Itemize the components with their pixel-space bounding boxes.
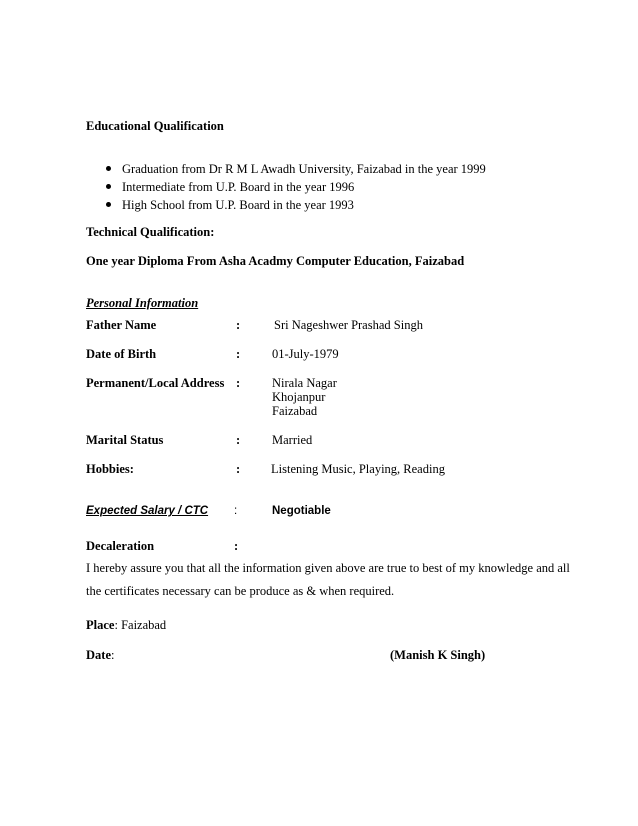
address-label: Permanent/Local Address bbox=[86, 376, 225, 390]
date-value: : bbox=[111, 648, 115, 662]
declaration-heading: Decaleration bbox=[86, 539, 155, 553]
list-item: Intermediate from U.P. Board in the year 1996 bbox=[88, 178, 486, 196]
declaration-text: I hereby assure you that all the information given above are true to best of my knowledge and all the certificates necessary can be produce as & when required. bbox=[86, 561, 570, 598]
list-item: High School from U.P. Board in the year 1993 bbox=[88, 196, 486, 214]
signature: (Manish K Singh) bbox=[390, 648, 486, 662]
separator: : bbox=[236, 462, 241, 476]
separator: : bbox=[236, 433, 241, 447]
education-heading: Educational Qualification bbox=[86, 119, 224, 133]
list-item: Graduation from Dr R M L Awadh University, Faizabad in the year 1999 bbox=[88, 160, 486, 178]
education-list bbox=[88, 160, 486, 214]
separator: : bbox=[234, 505, 238, 517]
hobbies-label: Hobbies: bbox=[86, 462, 134, 476]
place-line bbox=[86, 618, 166, 633]
technical-diploma: One year Diploma From Asha Acadmy Computer Education, Faizabad bbox=[86, 254, 465, 268]
bullet-icon bbox=[106, 202, 111, 207]
dob-value: 01-July-1979 bbox=[272, 347, 339, 361]
separator: : bbox=[236, 318, 241, 332]
personal-heading: Personal Information bbox=[86, 296, 199, 310]
place-label: Place bbox=[86, 618, 115, 632]
salary-value: Negotiable bbox=[272, 505, 331, 517]
dob-label: Date of Birth bbox=[86, 347, 157, 361]
address-line: Nirala Nagar bbox=[272, 376, 337, 390]
father-value: Sri Nageshwer Prashad Singh bbox=[274, 318, 423, 332]
bullet-icon bbox=[106, 166, 111, 171]
bullet-icon bbox=[106, 184, 111, 189]
hobbies-value: Listening Music, Playing, Reading bbox=[271, 462, 445, 476]
separator: : bbox=[234, 539, 239, 553]
salary-label: Expected Salary / CTC bbox=[86, 505, 209, 517]
marital-value: Married bbox=[272, 433, 313, 447]
date-line bbox=[86, 648, 114, 663]
place-value: : Faizabad bbox=[114, 618, 167, 632]
separator: : bbox=[236, 376, 241, 390]
address-line: Khojanpur bbox=[272, 390, 326, 404]
separator: : bbox=[236, 347, 241, 361]
address-line: Faizabad bbox=[272, 404, 318, 418]
technical-heading: Technical Qualification: bbox=[86, 225, 215, 239]
date-label: Date bbox=[86, 648, 111, 662]
marital-label: Marital Status bbox=[86, 433, 164, 447]
father-label: Father Name bbox=[86, 318, 157, 332]
